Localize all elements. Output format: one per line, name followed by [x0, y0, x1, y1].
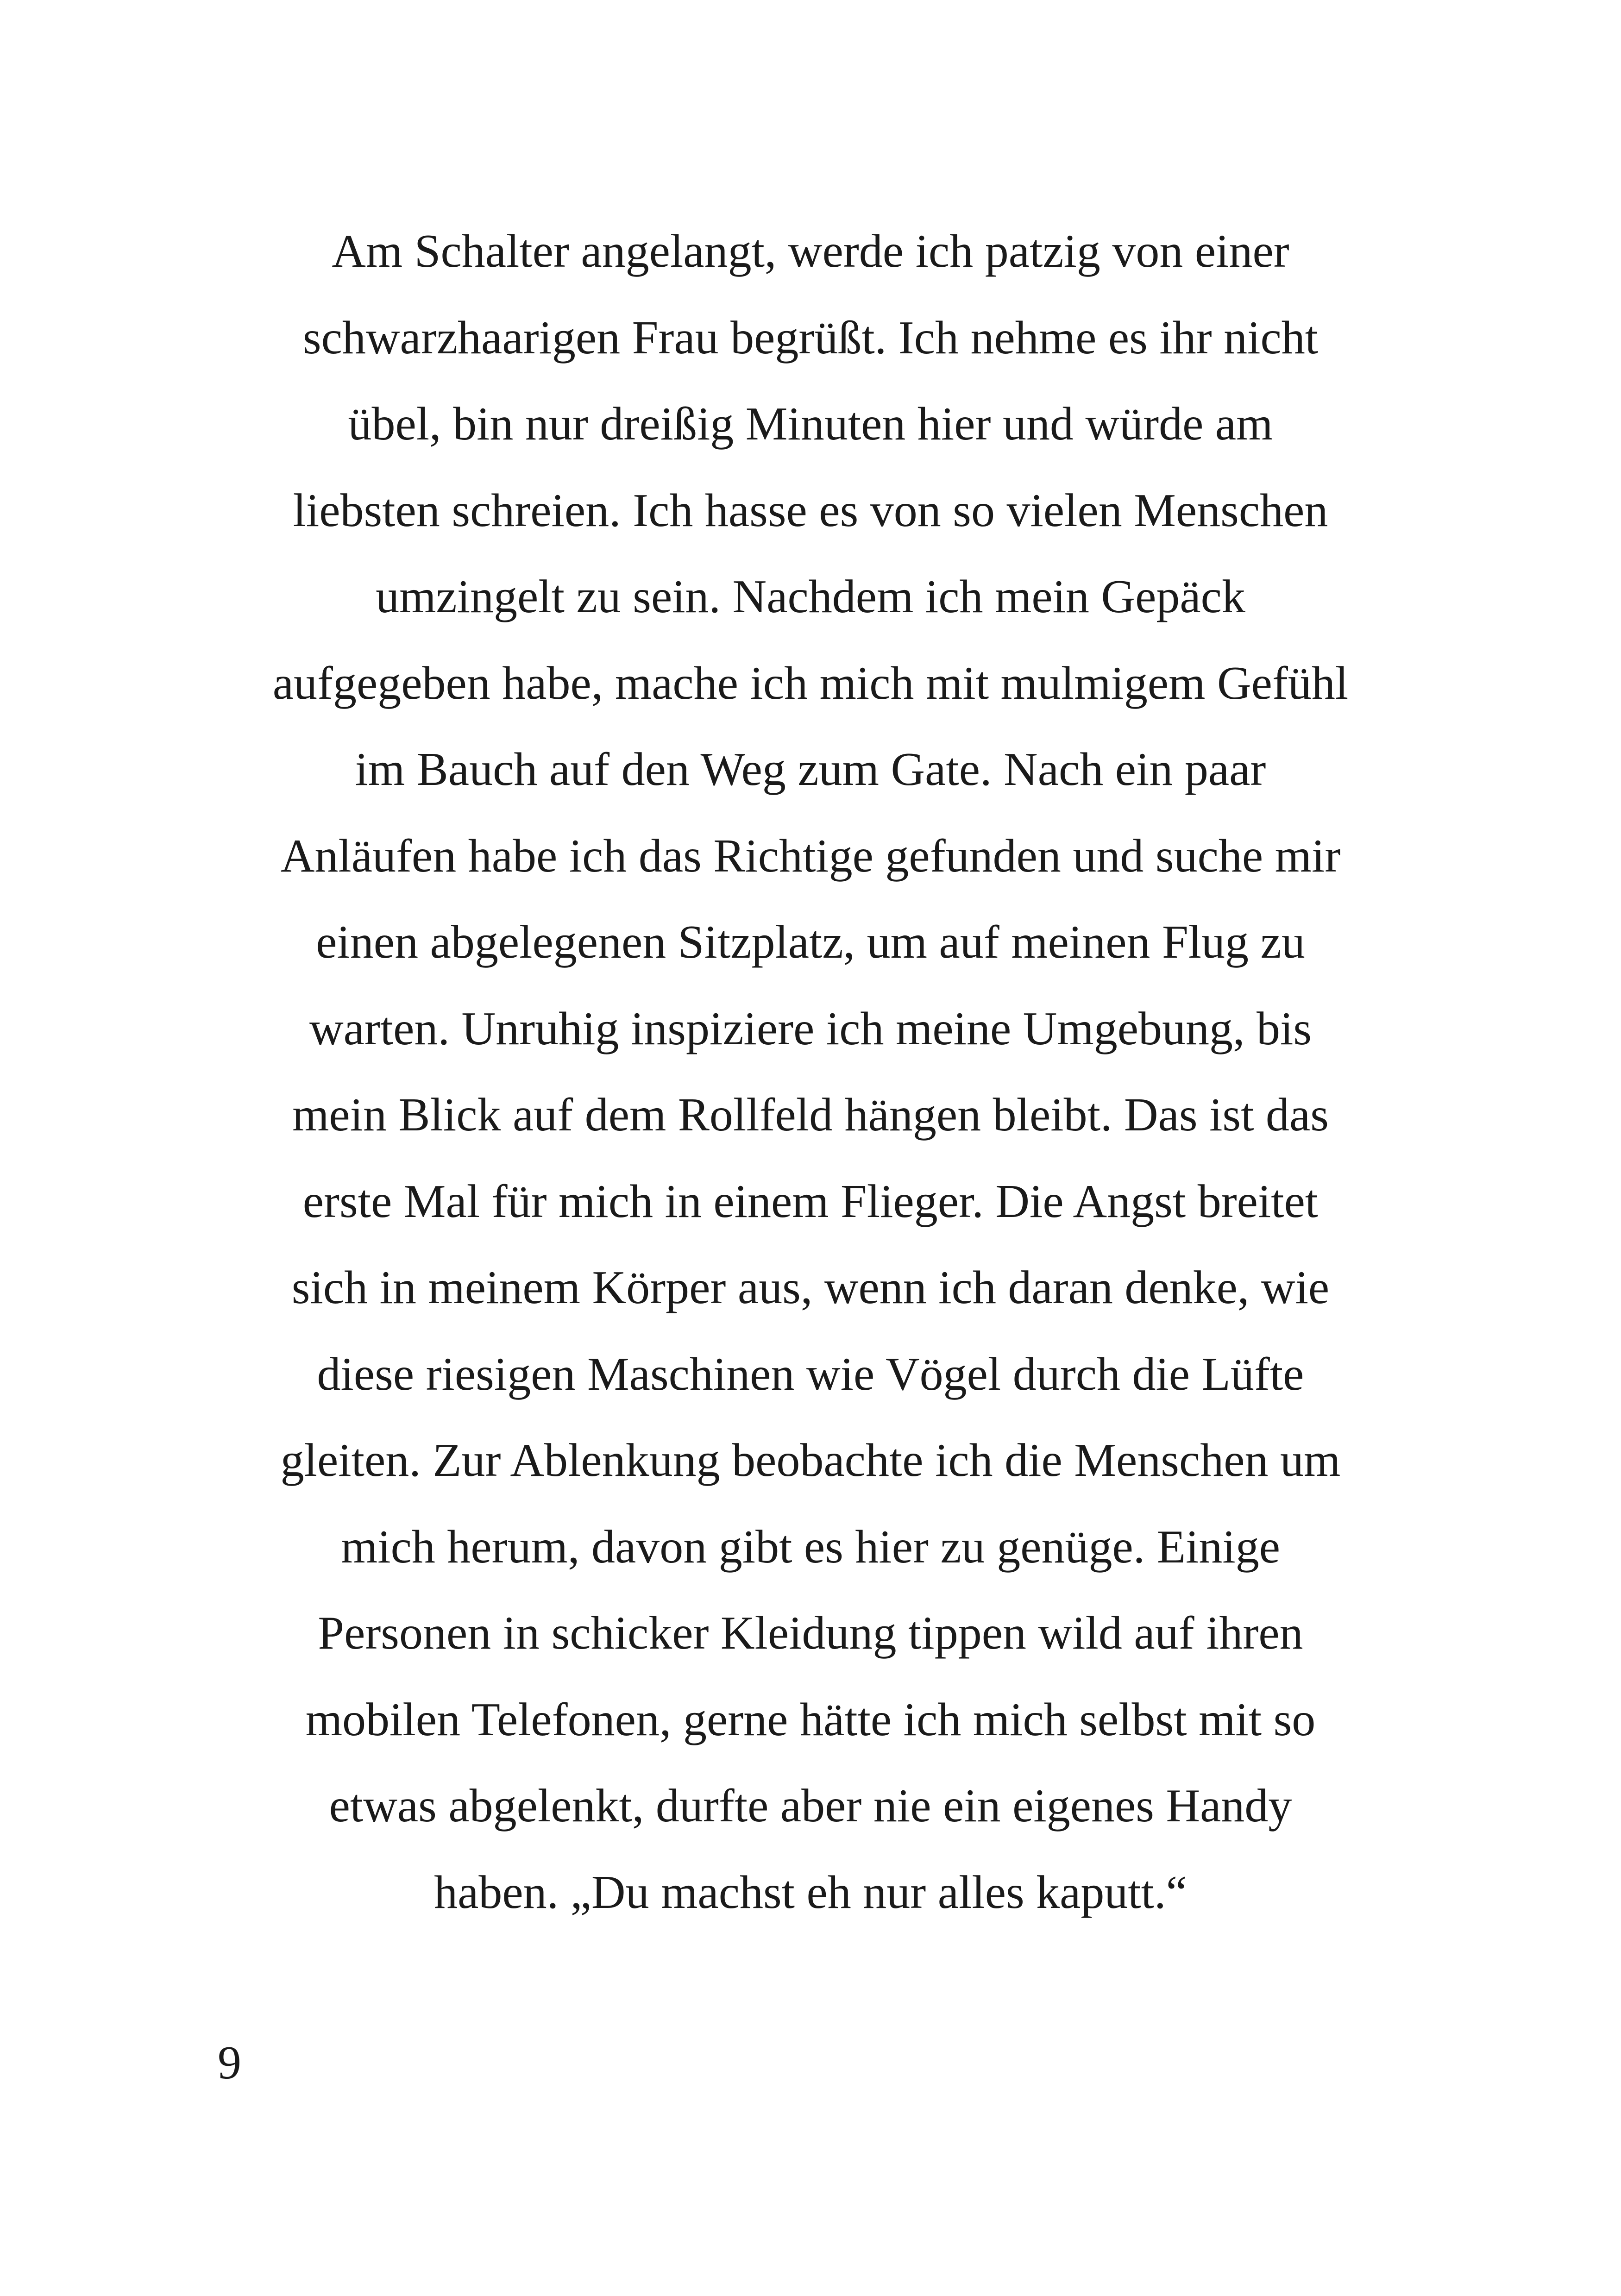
text-line: mich herum, davon gibt es hier zu genüge. Einige: [340, 1520, 1281, 1573]
body-paragraph: [176, 208, 1445, 1936]
text-line: etwas abgelenkt, durfte aber nie ein eigenes Handy: [329, 1780, 1292, 1832]
text-line: einen abgelegenen Sitzplatz, um auf meinen Flug zu: [316, 916, 1305, 968]
text-line: gleiten. Zur Ablenkung beobachte ich die Menschen um: [280, 1434, 1341, 1487]
text-line: im Bauch auf den Weg zum Gate. Nach ein paar: [355, 743, 1266, 796]
text-line: sich in meinem Körper aus, wenn ich daran denke, wie: [291, 1261, 1330, 1314]
page-number: 9: [218, 2037, 241, 2089]
text-line: Anläufen habe ich das Richtige gefunden und suche mir: [280, 829, 1341, 882]
text-line: schwarzhaarigen Frau begrüßt. Ich nehme es ihr nicht: [302, 311, 1319, 364]
text-line: warten. Unruhig inspiziere ich meine Umgebung, bis: [309, 1002, 1312, 1055]
text-line: aufgegeben habe, mache ich mich mit mulmigem Gefühl: [272, 657, 1349, 709]
text-line: haben. „Du machst eh nur alles kaputt.“: [434, 1866, 1187, 1919]
text-line: Am Schalter angelangt, werde ich patzig von einer: [332, 225, 1289, 277]
text-line: diese riesigen Maschinen wie Vögel durch die Lüfte: [317, 1348, 1304, 1400]
text-line: liebsten schreien. Ich hasse es von so vielen Menschen: [293, 484, 1328, 537]
text-line: übel, bin nur dreißig Minuten hier und würde am: [348, 398, 1273, 450]
text-line: mobilen Telefonen, gerne hätte ich mich selbst mit so: [305, 1693, 1316, 1746]
text-line: Personen in schicker Kleidung tippen wild auf ihren: [318, 1607, 1303, 1659]
text-line: mein Blick auf dem Rollfeld hängen bleibt. Das ist das: [292, 1089, 1329, 1141]
text-line: umzingelt zu sein. Nachdem ich mein Gepäck: [376, 571, 1245, 623]
text-line: erste Mal für mich in einem Flieger. Die Angst breitet: [302, 1175, 1319, 1228]
